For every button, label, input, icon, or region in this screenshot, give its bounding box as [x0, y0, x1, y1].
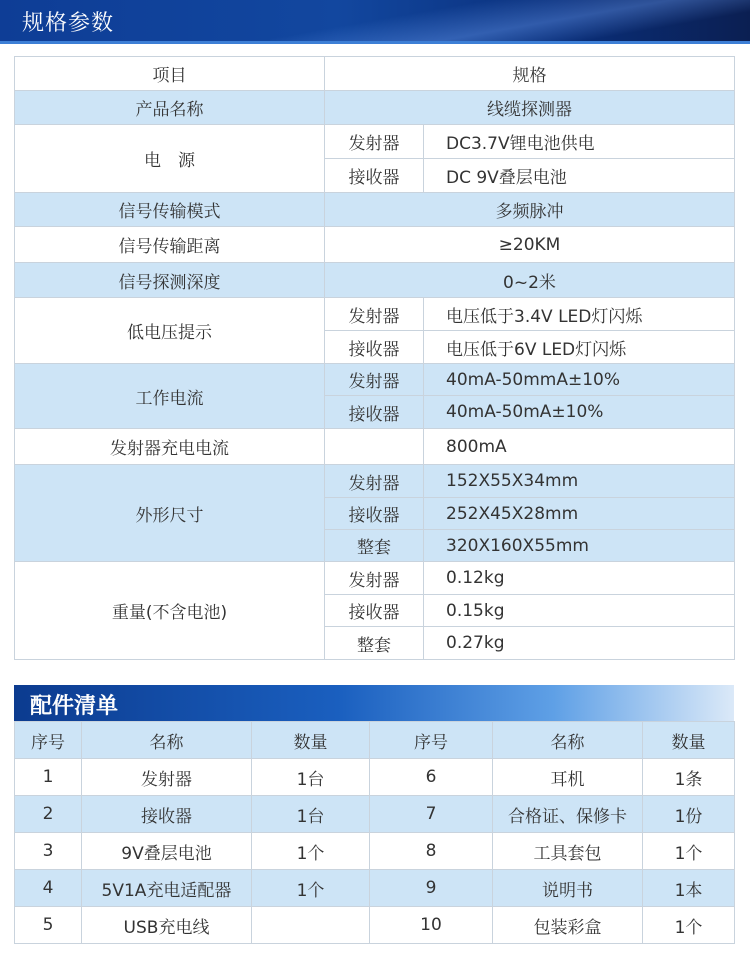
spec-value: 800mA — [424, 429, 735, 465]
cell-qty: 1个 — [643, 907, 735, 944]
spec-value: 252X45X28mm — [424, 498, 735, 530]
cell-qty: 1个 — [252, 833, 370, 870]
spec-sub-label: 发射器 — [325, 465, 424, 498]
cell-no: 2 — [15, 796, 82, 833]
cell-name: USB充电线 — [82, 907, 252, 944]
spec-value: 40mA-50mA±10% — [424, 396, 735, 429]
cell-name: 说明书 — [493, 870, 643, 907]
spec-sub-label: 发射器 — [325, 364, 424, 396]
section-header-accessories — [14, 685, 734, 721]
spec-row-charge-current — [15, 429, 735, 465]
spec-col-item: 项目 — [15, 57, 325, 91]
col-header-name: 名称 — [493, 722, 643, 759]
cell-name: 9V叠层电池 — [82, 833, 252, 870]
cell-no: 5 — [15, 907, 82, 944]
spec-row-dimensions-transmitter — [15, 465, 735, 498]
col-header-no: 序号 — [15, 722, 82, 759]
header-light-streak — [270, 0, 750, 44]
spec-sub-label: 整套 — [325, 627, 424, 660]
section-title-accessories: 配件清单 — [30, 694, 119, 719]
cell-no: 7 — [370, 796, 493, 833]
section-title-specs: 规格参数 — [22, 11, 115, 36]
spec-row-power-transmitter — [15, 125, 735, 159]
spec-row-signal-mode — [15, 193, 735, 227]
spec-sub-label: 发射器 — [325, 298, 424, 331]
spec-sub-label: 接收器 — [325, 396, 424, 429]
table-row — [15, 870, 735, 907]
spec-label: 工作电流 — [15, 364, 325, 429]
spec-value: ≥20KM — [325, 227, 735, 263]
spec-label: 重量(不含电池) — [15, 562, 325, 660]
spec-value: 40mA-50mmA±10% — [424, 364, 735, 396]
cell-name: 接收器 — [82, 796, 252, 833]
cell-no: 9 — [370, 870, 493, 907]
accessories-header-row — [15, 722, 735, 759]
cell-qty: 1个 — [252, 870, 370, 907]
table-row — [15, 907, 735, 944]
spec-sub-label: 发射器 — [325, 562, 424, 595]
cell-qty: 1台 — [252, 796, 370, 833]
spec-label: 外形尺寸 — [15, 465, 325, 562]
spec-row-weight-transmitter — [15, 562, 735, 595]
cell-qty: 1条 — [643, 759, 735, 796]
spec-table — [14, 56, 735, 660]
table-row — [15, 796, 735, 833]
spec-sub-label-empty — [325, 429, 424, 465]
spec-sub-label: 接收器 — [325, 595, 424, 627]
cell-name: 工具套包 — [493, 833, 643, 870]
cell-name: 发射器 — [82, 759, 252, 796]
cell-name: 包装彩盒 — [493, 907, 643, 944]
spec-label: 产品名称 — [15, 91, 325, 125]
spec-sub-label: 整套 — [325, 530, 424, 562]
spec-row-low-voltage-transmitter — [15, 298, 735, 331]
section-header-specs — [0, 0, 750, 44]
spec-label: 信号探测深度 — [15, 263, 325, 298]
spec-sub-label: 接收器 — [325, 498, 424, 530]
spec-label: 信号传输模式 — [15, 193, 325, 227]
spec-label: 信号传输距离 — [15, 227, 325, 263]
spec-value: 152X55X34mm — [424, 465, 735, 498]
spec-header-row — [15, 57, 735, 91]
cell-no: 4 — [15, 870, 82, 907]
spec-value: 0.15kg — [424, 595, 735, 627]
spec-value: 多频脉冲 — [325, 193, 735, 227]
spec-row-signal-distance — [15, 227, 735, 263]
cell-qty: 1台 — [252, 759, 370, 796]
spec-label: 电 源 — [15, 125, 325, 193]
cell-qty — [252, 907, 370, 944]
spec-label: 低电压提示 — [15, 298, 325, 364]
spec-value: DC 9V叠层电池 — [424, 159, 735, 193]
cell-name: 5V1A充电适配器 — [82, 870, 252, 907]
cell-name: 耳机 — [493, 759, 643, 796]
cell-no: 10 — [370, 907, 493, 944]
spec-value: 320X160X55mm — [424, 530, 735, 562]
accessories-table — [14, 721, 735, 944]
table-row — [15, 833, 735, 870]
cell-qty: 1个 — [643, 833, 735, 870]
cell-qty: 1份 — [643, 796, 735, 833]
spec-value: DC3.7V锂电池供电 — [424, 125, 735, 159]
cell-name: 合格证、保修卡 — [493, 796, 643, 833]
header-underline — [0, 41, 750, 44]
cell-no: 3 — [15, 833, 82, 870]
spec-value: 0.27kg — [424, 627, 735, 660]
spec-value: 0.12kg — [424, 562, 735, 595]
spec-value: 电压低于3.4V LED灯闪烁 — [424, 298, 735, 331]
spec-value: 0~2米 — [325, 263, 735, 298]
spec-col-spec: 规格 — [325, 57, 735, 91]
spec-sub-label: 发射器 — [325, 125, 424, 159]
spec-value: 线缆探测器 — [325, 91, 735, 125]
cell-no: 8 — [370, 833, 493, 870]
spec-sub-label: 接收器 — [325, 331, 424, 364]
spec-row-product-name — [15, 91, 735, 125]
cell-qty: 1本 — [643, 870, 735, 907]
col-header-qty: 数量 — [252, 722, 370, 759]
spec-label: 发射器充电电流 — [15, 429, 325, 465]
col-header-name: 名称 — [82, 722, 252, 759]
col-header-no: 序号 — [370, 722, 493, 759]
col-header-qty: 数量 — [643, 722, 735, 759]
table-row — [15, 759, 735, 796]
cell-no: 1 — [15, 759, 82, 796]
spec-value: 电压低于6V LED灯闪烁 — [424, 331, 735, 364]
spec-sub-label: 接收器 — [325, 159, 424, 193]
spec-row-current-transmitter — [15, 364, 735, 396]
cell-no: 6 — [370, 759, 493, 796]
spec-row-signal-depth — [15, 263, 735, 298]
